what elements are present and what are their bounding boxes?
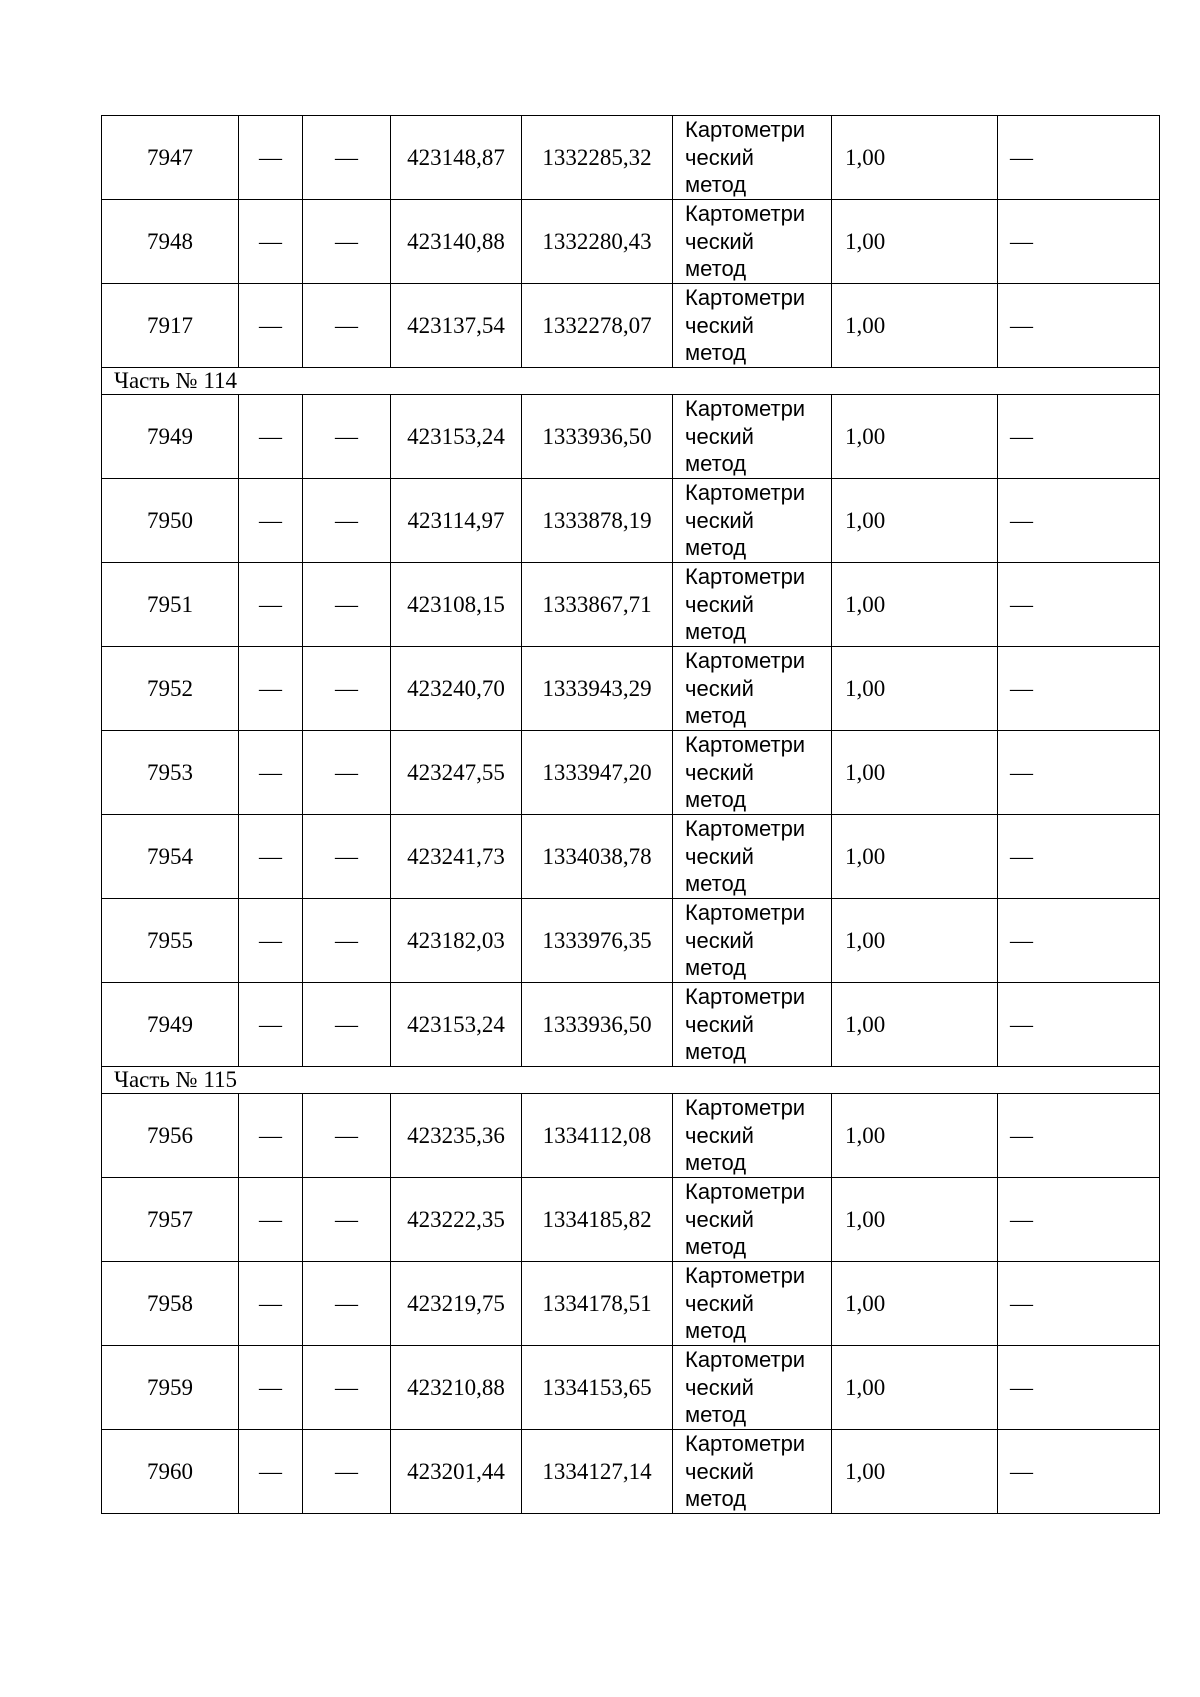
accuracy-cell: 1,00 <box>832 200 998 284</box>
method-line: ческий <box>685 591 754 617</box>
method-cell <box>673 1262 832 1346</box>
old-y-cell: — <box>303 1430 391 1514</box>
method-line: метод <box>685 619 747 645</box>
point-number-cell: 7957 <box>102 1178 239 1262</box>
old-x-cell: — <box>239 731 303 815</box>
method-line: ческий <box>685 1206 754 1232</box>
y-coordinate-cell: 1334038,78 <box>522 815 673 899</box>
description-cell: — <box>998 284 1160 368</box>
accuracy-cell: 1,00 <box>832 983 998 1067</box>
y-coordinate-cell: 1334153,65 <box>522 1346 673 1430</box>
accuracy-cell: 1,00 <box>832 284 998 368</box>
description-cell: — <box>998 1262 1160 1346</box>
old-x-cell: — <box>239 983 303 1067</box>
method-cell <box>673 1178 832 1262</box>
x-coordinate-cell: 423114,97 <box>391 479 522 563</box>
point-number-cell: 7949 <box>102 983 239 1067</box>
old-y-cell: — <box>303 395 391 479</box>
y-coordinate-cell: 1333867,71 <box>522 563 673 647</box>
y-coordinate-cell: 1333878,19 <box>522 479 673 563</box>
old-y-cell: — <box>303 647 391 731</box>
method-line: метод <box>685 535 747 561</box>
description-cell: — <box>998 731 1160 815</box>
old-y-cell: — <box>303 284 391 368</box>
method-line: ческий <box>685 1290 754 1316</box>
method-line: Картометри <box>685 396 806 422</box>
method-line: Картометри <box>685 285 806 311</box>
section-title: Часть № 115 <box>102 1067 1160 1094</box>
old-y-cell: — <box>303 1262 391 1346</box>
old-x-cell: — <box>239 395 303 479</box>
point-number-cell: 7953 <box>102 731 239 815</box>
accuracy-cell: 1,00 <box>832 395 998 479</box>
old-y-cell: — <box>303 563 391 647</box>
point-number-cell: 7956 <box>102 1094 239 1178</box>
y-coordinate-cell: 1334127,14 <box>522 1430 673 1514</box>
description-cell: — <box>998 395 1160 479</box>
description-cell: — <box>998 1346 1160 1430</box>
point-number-cell: 7959 <box>102 1346 239 1430</box>
method-line: Картометри <box>685 816 806 842</box>
description-cell: — <box>998 899 1160 983</box>
accuracy-cell: 1,00 <box>832 731 998 815</box>
method-line: метод <box>685 1402 747 1428</box>
old-x-cell: — <box>239 284 303 368</box>
old-x-cell: — <box>239 116 303 200</box>
coordinates-table <box>101 115 1160 1514</box>
method-line: Картометри <box>685 1431 806 1457</box>
point-number-cell: 7960 <box>102 1430 239 1514</box>
old-x-cell: — <box>239 1430 303 1514</box>
old-x-cell: — <box>239 899 303 983</box>
description-cell: — <box>998 563 1160 647</box>
old-y-cell: — <box>303 1346 391 1430</box>
method-line: Картометри <box>685 201 806 227</box>
method-line: ческий <box>685 144 754 170</box>
table-row <box>102 731 1160 815</box>
section-header-row <box>102 368 1160 395</box>
y-coordinate-cell: 1333936,50 <box>522 395 673 479</box>
method-line: метод <box>685 340 747 366</box>
method-line: ческий <box>685 507 754 533</box>
old-x-cell: — <box>239 1094 303 1178</box>
method-line: метод <box>685 1039 747 1065</box>
method-line: метод <box>685 787 747 813</box>
x-coordinate-cell: 423210,88 <box>391 1346 522 1430</box>
method-line: ческий <box>685 927 754 953</box>
method-line: метод <box>685 1486 747 1512</box>
table-row <box>102 479 1160 563</box>
description-cell: — <box>998 1094 1160 1178</box>
point-number-cell: 7917 <box>102 284 239 368</box>
method-cell <box>673 731 832 815</box>
point-number-cell: 7950 <box>102 479 239 563</box>
method-line: ческий <box>685 228 754 254</box>
table-row <box>102 116 1160 200</box>
x-coordinate-cell: 423235,36 <box>391 1094 522 1178</box>
method-line: Картометри <box>685 1347 806 1373</box>
table-row <box>102 1094 1160 1178</box>
old-x-cell: — <box>239 200 303 284</box>
method-cell <box>673 899 832 983</box>
method-line: ческий <box>685 1122 754 1148</box>
method-cell <box>673 116 832 200</box>
y-coordinate-cell: 1333943,29 <box>522 647 673 731</box>
y-coordinate-cell: 1334178,51 <box>522 1262 673 1346</box>
table-row <box>102 815 1160 899</box>
old-y-cell: — <box>303 479 391 563</box>
point-number-cell: 7954 <box>102 815 239 899</box>
table-row <box>102 983 1160 1067</box>
description-cell: — <box>998 983 1160 1067</box>
table-row <box>102 284 1160 368</box>
old-y-cell: — <box>303 731 391 815</box>
accuracy-cell: 1,00 <box>832 647 998 731</box>
x-coordinate-cell: 423241,73 <box>391 815 522 899</box>
description-cell: — <box>998 200 1160 284</box>
method-line: Картометри <box>685 1263 806 1289</box>
method-line: Картометри <box>685 900 806 926</box>
y-coordinate-cell: 1332285,32 <box>522 116 673 200</box>
method-line: ческий <box>685 675 754 701</box>
method-line: Картометри <box>685 648 806 674</box>
old-y-cell: — <box>303 116 391 200</box>
method-line: ческий <box>685 423 754 449</box>
method-line: ческий <box>685 1458 754 1484</box>
method-cell <box>673 1094 832 1178</box>
method-line: ческий <box>685 843 754 869</box>
method-cell <box>673 479 832 563</box>
x-coordinate-cell: 423182,03 <box>391 899 522 983</box>
y-coordinate-cell: 1333976,35 <box>522 899 673 983</box>
description-cell: — <box>998 815 1160 899</box>
method-line: метод <box>685 955 747 981</box>
section-header-row <box>102 1067 1160 1094</box>
accuracy-cell: 1,00 <box>832 1430 998 1514</box>
table-row <box>102 1262 1160 1346</box>
old-y-cell: — <box>303 200 391 284</box>
point-number-cell: 7958 <box>102 1262 239 1346</box>
table-row <box>102 200 1160 284</box>
x-coordinate-cell: 423240,70 <box>391 647 522 731</box>
old-x-cell: — <box>239 1262 303 1346</box>
method-line: Картометри <box>685 1095 806 1121</box>
description-cell: — <box>998 1178 1160 1262</box>
description-cell: — <box>998 116 1160 200</box>
x-coordinate-cell: 423153,24 <box>391 395 522 479</box>
old-y-cell: — <box>303 1094 391 1178</box>
x-coordinate-cell: 423201,44 <box>391 1430 522 1514</box>
old-y-cell: — <box>303 1178 391 1262</box>
method-cell <box>673 1430 832 1514</box>
table-row <box>102 899 1160 983</box>
old-x-cell: — <box>239 815 303 899</box>
accuracy-cell: 1,00 <box>832 815 998 899</box>
point-number-cell: 7949 <box>102 395 239 479</box>
x-coordinate-cell: 423148,87 <box>391 116 522 200</box>
x-coordinate-cell: 423247,55 <box>391 731 522 815</box>
table-row <box>102 563 1160 647</box>
table-row <box>102 395 1160 479</box>
section-title: Часть № 114 <box>102 368 1160 395</box>
old-x-cell: — <box>239 1178 303 1262</box>
method-line: метод <box>685 703 747 729</box>
table-row <box>102 1178 1160 1262</box>
accuracy-cell: 1,00 <box>832 479 998 563</box>
table-body <box>102 116 1160 1514</box>
table-row <box>102 1430 1160 1514</box>
table-row <box>102 1346 1160 1430</box>
method-line: ческий <box>685 1374 754 1400</box>
description-cell: — <box>998 479 1160 563</box>
x-coordinate-cell: 423108,15 <box>391 563 522 647</box>
method-line: ческий <box>685 759 754 785</box>
point-number-cell: 7948 <box>102 200 239 284</box>
method-line: метод <box>685 256 747 282</box>
old-x-cell: — <box>239 563 303 647</box>
method-line: Картометри <box>685 480 806 506</box>
method-cell <box>673 983 832 1067</box>
method-cell <box>673 395 832 479</box>
method-line: ческий <box>685 1011 754 1037</box>
table-row <box>102 647 1160 731</box>
accuracy-cell: 1,00 <box>832 116 998 200</box>
old-y-cell: — <box>303 983 391 1067</box>
y-coordinate-cell: 1334112,08 <box>522 1094 673 1178</box>
method-cell <box>673 200 832 284</box>
x-coordinate-cell: 423140,88 <box>391 200 522 284</box>
method-line: ческий <box>685 312 754 338</box>
point-number-cell: 7955 <box>102 899 239 983</box>
method-cell <box>673 815 832 899</box>
point-number-cell: 7947 <box>102 116 239 200</box>
method-line: Картометри <box>685 1179 806 1205</box>
y-coordinate-cell: 1333947,20 <box>522 731 673 815</box>
y-coordinate-cell: 1334185,82 <box>522 1178 673 1262</box>
old-y-cell: — <box>303 899 391 983</box>
y-coordinate-cell: 1333936,50 <box>522 983 673 1067</box>
accuracy-cell: 1,00 <box>832 1346 998 1430</box>
x-coordinate-cell: 423153,24 <box>391 983 522 1067</box>
method-cell <box>673 563 832 647</box>
point-number-cell: 7952 <box>102 647 239 731</box>
description-cell: — <box>998 1430 1160 1514</box>
method-line: Картометри <box>685 117 806 143</box>
method-cell <box>673 1346 832 1430</box>
method-line: метод <box>685 1318 747 1344</box>
accuracy-cell: 1,00 <box>832 563 998 647</box>
x-coordinate-cell: 423222,35 <box>391 1178 522 1262</box>
x-coordinate-cell: 423137,54 <box>391 284 522 368</box>
old-x-cell: — <box>239 479 303 563</box>
y-coordinate-cell: 1332280,43 <box>522 200 673 284</box>
old-y-cell: — <box>303 815 391 899</box>
method-line: метод <box>685 1150 747 1176</box>
method-line: Картометри <box>685 732 806 758</box>
method-cell <box>673 284 832 368</box>
method-line: метод <box>685 1234 747 1260</box>
x-coordinate-cell: 423219,75 <box>391 1262 522 1346</box>
accuracy-cell: 1,00 <box>832 1262 998 1346</box>
method-line: метод <box>685 871 747 897</box>
method-line: Картометри <box>685 984 806 1010</box>
method-line: Картометри <box>685 564 806 590</box>
description-cell: — <box>998 647 1160 731</box>
method-cell <box>673 647 832 731</box>
old-x-cell: — <box>239 1346 303 1430</box>
method-line: метод <box>685 451 747 477</box>
accuracy-cell: 1,00 <box>832 1094 998 1178</box>
point-number-cell: 7951 <box>102 563 239 647</box>
old-x-cell: — <box>239 647 303 731</box>
method-line: метод <box>685 172 747 198</box>
y-coordinate-cell: 1332278,07 <box>522 284 673 368</box>
accuracy-cell: 1,00 <box>832 1178 998 1262</box>
accuracy-cell: 1,00 <box>832 899 998 983</box>
